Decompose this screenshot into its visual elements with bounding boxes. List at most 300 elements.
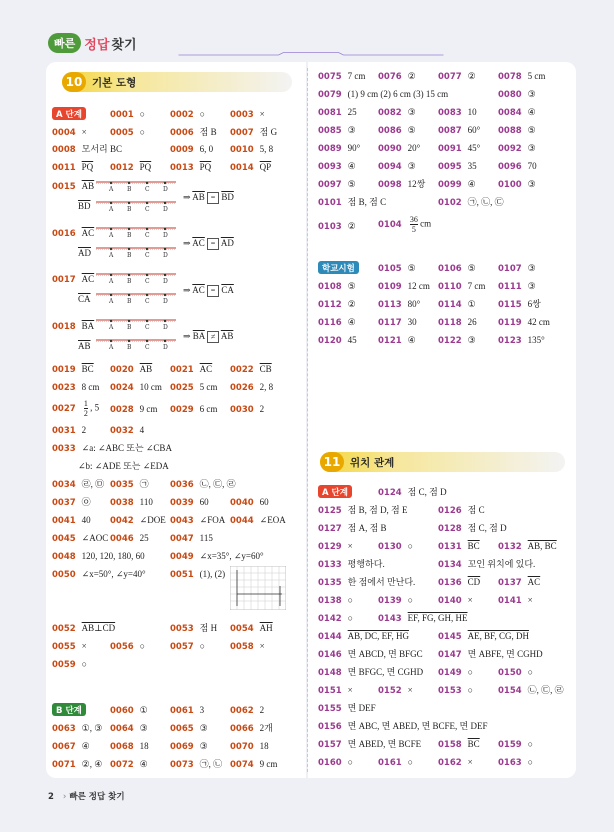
answer-number: 0063 bbox=[52, 724, 76, 734]
answer-number: 0091 bbox=[438, 144, 462, 154]
answer-text: $\overline{AB}$ bbox=[139, 364, 153, 374]
point-label: A bbox=[109, 206, 114, 213]
answer-0053 bbox=[170, 622, 217, 635]
answer-0144 bbox=[318, 630, 409, 643]
point-label: D bbox=[163, 206, 168, 213]
answer-number: 0072 bbox=[110, 760, 134, 770]
answer-number: 0082 bbox=[378, 108, 402, 118]
answer-0117 bbox=[378, 316, 417, 329]
answer-0142 bbox=[318, 612, 353, 625]
answer-0043 bbox=[170, 514, 225, 527]
answer-0127 bbox=[318, 522, 387, 535]
answer-0021 bbox=[170, 363, 212, 376]
answer-text: × bbox=[347, 685, 353, 695]
answer-0060 bbox=[110, 704, 148, 717]
point-label: B bbox=[127, 298, 132, 305]
answer-0162 bbox=[438, 756, 473, 769]
answer-text: ∠DOE bbox=[139, 515, 166, 525]
answer-number: 0123 bbox=[498, 336, 522, 346]
answer-0092 bbox=[498, 142, 536, 155]
answer-text: 6 cm bbox=[199, 404, 218, 414]
answer-text: 면 ABED, 면 BCFE bbox=[347, 739, 422, 749]
answer-0089 bbox=[318, 142, 360, 155]
answer-number: 0011 bbox=[52, 163, 76, 173]
answer-number: 0112 bbox=[318, 300, 342, 310]
result-0018: ⇒ $\overline{BA} \ne \overline{AB}$ bbox=[183, 331, 234, 341]
answer-number: 0031 bbox=[52, 426, 76, 436]
answer-number: 0158 bbox=[438, 740, 462, 750]
answer-0101 bbox=[318, 196, 386, 209]
answer-text: 점 B bbox=[199, 127, 217, 137]
answer-number: 0017 bbox=[52, 275, 76, 285]
answer-0009 bbox=[170, 143, 213, 156]
answer-number: 0026 bbox=[230, 383, 254, 393]
answer-0146 bbox=[318, 648, 423, 661]
denominator: 5 bbox=[411, 225, 416, 234]
answer-number: 0119 bbox=[498, 318, 522, 328]
answer-text: ⑤ bbox=[347, 179, 356, 189]
answer-0078 bbox=[498, 70, 545, 83]
answer-text: 110 bbox=[139, 497, 153, 507]
answer-text: ∠x=35°, ∠y=60° bbox=[199, 551, 264, 561]
answer-0047 bbox=[170, 532, 213, 545]
point-dot bbox=[128, 182, 130, 184]
answer-0020 bbox=[110, 363, 152, 376]
answer-0071 bbox=[52, 758, 102, 771]
answer-0111 bbox=[498, 280, 536, 293]
answer-number: 0161 bbox=[378, 758, 402, 768]
answer-text: ③ bbox=[527, 89, 536, 99]
point-label: B bbox=[127, 344, 132, 351]
answer-text: $\overline{AB}$ bbox=[81, 181, 95, 191]
answer-text: ⑤ bbox=[527, 125, 536, 135]
answer-text: ∠x=50°, ∠y=40° bbox=[81, 569, 146, 579]
answer-0007 bbox=[230, 126, 277, 139]
answer-0074 bbox=[230, 758, 277, 771]
answer-text: ○ bbox=[407, 541, 414, 551]
answer-text: $\overline{CD}$ bbox=[467, 577, 481, 587]
point-label: C bbox=[145, 298, 150, 305]
answer-text: 점 H bbox=[199, 623, 218, 633]
point-label: A bbox=[109, 298, 114, 305]
point-dot bbox=[164, 340, 166, 342]
answer-number: 0089 bbox=[318, 144, 342, 154]
answer-text: $\overline{AC}$ bbox=[81, 228, 95, 238]
answer-0128 bbox=[438, 522, 507, 535]
column-divider bbox=[307, 68, 308, 772]
answer-text: ② bbox=[347, 221, 356, 231]
result-left: $\overline{AC}$ bbox=[192, 238, 205, 248]
answer-0014 bbox=[230, 161, 271, 174]
answer-0090 bbox=[378, 142, 420, 155]
answer-text: $\overline{PQ}$ bbox=[139, 162, 152, 172]
answer-text: 7 cm bbox=[467, 281, 486, 291]
answer-number: 0104 bbox=[378, 219, 402, 230]
answer-number: 0005 bbox=[110, 128, 134, 138]
logo bbox=[48, 32, 137, 54]
answer-0122 bbox=[438, 334, 476, 347]
answer-0061 bbox=[170, 704, 204, 717]
answer-0106 bbox=[438, 262, 476, 275]
answer-text: 점 B, 점 D, 점 E bbox=[347, 505, 408, 515]
answer-0049 bbox=[170, 550, 264, 563]
answer-number: 0086 bbox=[378, 126, 402, 136]
answer-number: 0081 bbox=[318, 108, 342, 118]
answer-number: 0132 bbox=[498, 542, 522, 552]
answer-number: 0129 bbox=[318, 542, 342, 552]
point-label: D bbox=[163, 232, 168, 239]
point-dot bbox=[146, 248, 148, 250]
answer-0055 bbox=[52, 640, 87, 653]
answer-number: 0048 bbox=[52, 552, 76, 562]
answer-0003 bbox=[230, 108, 265, 121]
point-label: C bbox=[145, 278, 150, 285]
answer-0073 bbox=[170, 758, 222, 771]
answer-text: 점 A, 점 B bbox=[347, 523, 387, 533]
answer-number: 0137 bbox=[498, 578, 522, 588]
answer-0032 bbox=[110, 424, 144, 437]
answer-text: ∠b: ∠ADE 또는 ∠EDA bbox=[78, 461, 169, 471]
answer-number: 0066 bbox=[230, 724, 254, 734]
answer-number: 0073 bbox=[170, 760, 194, 770]
answer-text: 면 DEF bbox=[347, 703, 376, 713]
answer-0159 bbox=[498, 738, 533, 751]
answer-text: ④ bbox=[467, 179, 476, 189]
result-left: $\overline{BA}$ bbox=[192, 331, 205, 341]
result-right: $\overline{CA}$ bbox=[221, 285, 234, 295]
answer-number: 0095 bbox=[438, 162, 462, 172]
answer-0155 bbox=[318, 702, 376, 715]
result-0016: ⇒ $\overline{AC} = \overline{AD}$ bbox=[183, 238, 234, 248]
answer-number: 0105 bbox=[378, 264, 402, 274]
answer-number: 0060 bbox=[110, 706, 134, 716]
answer-0158 bbox=[438, 738, 480, 751]
answer-text: 면 ABCD, 면 BFGC bbox=[347, 649, 423, 659]
answer-0087 bbox=[438, 124, 480, 137]
answer-number: 0045 bbox=[52, 534, 76, 544]
answer-text: 2 bbox=[259, 705, 265, 715]
answer-number: 0083 bbox=[438, 108, 462, 118]
logo-part: 정답 bbox=[84, 37, 110, 53]
answer-0005 bbox=[110, 126, 145, 139]
answer-number: 0057 bbox=[170, 642, 194, 652]
answer-text: 10 bbox=[467, 107, 477, 117]
answer-number: 0071 bbox=[52, 760, 76, 770]
answer-text: ○ bbox=[347, 613, 354, 623]
point-label: D bbox=[163, 324, 168, 331]
point-label: A bbox=[109, 252, 114, 259]
answer-0097 bbox=[318, 178, 356, 191]
point-label: A bbox=[109, 344, 114, 351]
answer-number: 0127 bbox=[318, 524, 342, 534]
answer-number: 0029 bbox=[170, 405, 194, 415]
answer-number: 0023 bbox=[52, 383, 76, 393]
answer-0145 bbox=[438, 630, 529, 643]
point-label: B bbox=[127, 186, 132, 193]
point-dot bbox=[128, 274, 130, 276]
answer-0152 bbox=[378, 684, 413, 697]
answer-0006 bbox=[170, 126, 217, 139]
answer-number: 0150 bbox=[498, 668, 522, 678]
answer-0030 bbox=[230, 403, 264, 416]
answer-text: × bbox=[81, 641, 87, 651]
answer-0064 bbox=[110, 722, 148, 735]
answer-number: 0100 bbox=[498, 180, 522, 190]
result-0015: ⇒ $\overline{AB} = \overline{BD}$ bbox=[183, 192, 234, 202]
answer-number: 0007 bbox=[230, 128, 254, 138]
answer-number: 0036 bbox=[170, 480, 194, 490]
answer-0099 bbox=[438, 178, 476, 191]
answer-text: ㉡, ㉢, ㉣ bbox=[199, 479, 236, 489]
answer-text: × bbox=[81, 127, 87, 137]
answer-0154 bbox=[498, 684, 564, 697]
answer-0118 bbox=[438, 316, 477, 329]
answer-number: 0020 bbox=[110, 365, 134, 375]
answer-number: 0102 bbox=[438, 198, 462, 208]
answer-0044 bbox=[230, 514, 286, 527]
answer-number: 0043 bbox=[170, 516, 194, 526]
answer-text: AB, BC bbox=[527, 541, 557, 551]
answer-text: $\overline{QP}$ bbox=[259, 162, 272, 172]
answer-0067 bbox=[52, 740, 90, 753]
answer-0045 bbox=[52, 532, 108, 545]
answer-text: 점 C bbox=[467, 505, 485, 515]
answer-text: ④ bbox=[347, 317, 356, 327]
answer-text: $\overline{BC}$ bbox=[81, 364, 94, 374]
answer-text: ○ bbox=[407, 757, 414, 767]
answer-number: 0135 bbox=[318, 578, 342, 588]
answer-text: ④ bbox=[407, 335, 416, 345]
answer-0059 bbox=[52, 658, 87, 671]
answer-text: 5 cm bbox=[199, 382, 218, 392]
answer-number: 0024 bbox=[110, 383, 134, 393]
answer-0126 bbox=[438, 504, 485, 517]
answer-0036 bbox=[170, 478, 236, 491]
answer-number: 0064 bbox=[110, 724, 134, 734]
answer-number: 0010 bbox=[230, 145, 254, 155]
result-symbol: ≠ bbox=[207, 331, 219, 343]
answer-0083 bbox=[438, 106, 477, 119]
answer-0037 bbox=[52, 496, 91, 509]
answer-text: ③ bbox=[199, 723, 208, 733]
answer-0040 bbox=[230, 496, 269, 509]
answer-text: × bbox=[407, 685, 413, 695]
point-dot bbox=[128, 340, 130, 342]
point-dot bbox=[110, 320, 112, 322]
point-dot bbox=[110, 228, 112, 230]
answer-0157 bbox=[318, 738, 421, 751]
answer-text: (1) 9 cm (2) 6 cm (3) 15 cm bbox=[347, 89, 449, 99]
answer-0093 bbox=[318, 160, 356, 173]
point-label: C bbox=[145, 324, 150, 331]
answer-number: 0080 bbox=[498, 90, 522, 100]
answer-text: 7 cm bbox=[347, 71, 366, 81]
answer-text: ∠EOA bbox=[259, 515, 286, 525]
answer-number: 0052 bbox=[52, 624, 76, 634]
answer-0069 bbox=[170, 740, 208, 753]
answer-number: 0051 bbox=[170, 570, 194, 580]
answer-text: 18 bbox=[259, 741, 269, 751]
answer-number: 0085 bbox=[318, 126, 342, 136]
answer-text: 평행하다. bbox=[347, 559, 385, 569]
point-dot bbox=[110, 202, 112, 204]
answer-text: ① bbox=[139, 705, 148, 715]
answer-text: 25 bbox=[347, 107, 357, 117]
answer-0048 bbox=[52, 550, 145, 563]
point-dot bbox=[146, 274, 148, 276]
answer-text: ○ bbox=[81, 659, 88, 669]
point-label: D bbox=[163, 278, 168, 285]
answer-text: ○ bbox=[407, 595, 414, 605]
answer-text: 42 cm bbox=[527, 317, 550, 327]
answer-text: ∠AOC bbox=[81, 533, 109, 543]
point-dot bbox=[146, 320, 148, 322]
answer-0004 bbox=[52, 126, 87, 139]
answer-0088 bbox=[498, 124, 536, 137]
answer-text: (1), (2) bbox=[199, 569, 226, 579]
denominator: 2 bbox=[83, 409, 88, 418]
answer-number: 0116 bbox=[318, 318, 342, 328]
answer-text: 2 bbox=[81, 425, 87, 435]
point-dot bbox=[146, 294, 148, 296]
answer-number: 0062 bbox=[230, 706, 254, 716]
answer-number: 0153 bbox=[438, 686, 462, 696]
logo-part: 찾기 bbox=[111, 37, 137, 53]
answer-0112 bbox=[318, 298, 356, 311]
answer-number: 0070 bbox=[230, 742, 254, 752]
answer-number: 0079 bbox=[318, 90, 342, 100]
point-dot bbox=[128, 248, 130, 250]
answer-text: 10 cm bbox=[139, 382, 162, 392]
point-dot bbox=[110, 294, 112, 296]
answer-text: ③ bbox=[199, 741, 208, 751]
answer-text: ④ bbox=[347, 161, 356, 171]
answer-number: 0107 bbox=[498, 264, 522, 274]
answer-0076 bbox=[378, 70, 416, 83]
answer-number: 0149 bbox=[438, 668, 462, 678]
numerator: 36 bbox=[409, 215, 418, 224]
answer-text: $\overline{AC}$ bbox=[81, 274, 95, 284]
point-label: C bbox=[145, 252, 150, 259]
answer-number: 0030 bbox=[230, 405, 254, 415]
answer-0147 bbox=[438, 648, 543, 661]
answer-number: 0084 bbox=[498, 108, 522, 118]
point-dot bbox=[110, 340, 112, 342]
page-number: 2 bbox=[48, 792, 54, 802]
answer-0066 bbox=[230, 722, 273, 735]
answer-number: 0012 bbox=[110, 163, 134, 173]
answer-text: ② bbox=[467, 71, 476, 81]
answer-text: 면 BFGC, 면 CGHD bbox=[347, 667, 424, 677]
answer-0153 bbox=[438, 684, 473, 697]
point-dot bbox=[146, 228, 148, 230]
answer-0148 bbox=[318, 666, 423, 679]
answer-number: 0003 bbox=[230, 110, 254, 120]
answer-text: 30 bbox=[407, 317, 417, 327]
answer-text: 5, 8 bbox=[259, 144, 274, 154]
result-right: $\overline{BD}$ bbox=[221, 192, 234, 202]
answer-number: 0025 bbox=[170, 383, 194, 393]
answer-text: 35 bbox=[467, 161, 477, 171]
logo-part: 빠른 bbox=[48, 33, 81, 53]
answer-0091 bbox=[438, 142, 480, 155]
answer-number: 0103 bbox=[318, 222, 342, 232]
answer-number: 0110 bbox=[438, 282, 462, 292]
answer-number: 0108 bbox=[318, 282, 342, 292]
answer-number: 0133 bbox=[318, 560, 342, 570]
section-number: 10 bbox=[62, 72, 86, 92]
answer-text: ㉧ bbox=[81, 497, 91, 507]
answer-0161 bbox=[378, 756, 413, 769]
answer-number: 0058 bbox=[230, 642, 254, 652]
point-dot bbox=[164, 294, 166, 296]
answer-number: 0069 bbox=[170, 742, 194, 752]
answer-number: 0075 bbox=[318, 72, 342, 82]
answer-text: ③ bbox=[407, 107, 416, 117]
point-dot bbox=[164, 228, 166, 230]
answer-number: 0136 bbox=[438, 578, 462, 588]
point-dot bbox=[164, 182, 166, 184]
answer-number: 0117 bbox=[378, 318, 402, 328]
fraction bbox=[410, 215, 418, 234]
answer-0034 bbox=[52, 478, 104, 491]
answer-number: 0077 bbox=[438, 72, 462, 82]
answer-0024 bbox=[110, 381, 162, 394]
answer-number: 0056 bbox=[110, 642, 134, 652]
header bbox=[0, 0, 614, 58]
answer-text: ④ bbox=[139, 759, 148, 769]
answer-text: × bbox=[259, 109, 265, 119]
answer-0028 bbox=[110, 403, 157, 416]
answer-number: 0074 bbox=[230, 760, 254, 770]
answer-0113 bbox=[378, 298, 420, 311]
answer-0077 bbox=[438, 70, 476, 83]
answer-0019 bbox=[52, 363, 94, 376]
answer-text: ㉣, ㉤ bbox=[81, 479, 105, 489]
answer-number: 0106 bbox=[438, 264, 462, 274]
answer-number: 0033 bbox=[52, 444, 76, 454]
section-title: 위치 관계 bbox=[350, 456, 395, 469]
answer-0107 bbox=[498, 262, 536, 275]
answer-number: 0093 bbox=[318, 162, 342, 172]
answer-0094 bbox=[378, 160, 416, 173]
answer-text: ④ bbox=[527, 107, 536, 117]
answer-text: 18 bbox=[139, 741, 149, 751]
point-dot bbox=[146, 202, 148, 204]
result-0017: ⇒ $\overline{AC} = \overline{CA}$ bbox=[183, 285, 234, 295]
answer-text: 135° bbox=[527, 335, 545, 345]
point-dot bbox=[128, 294, 130, 296]
answer-text: AB⊥CD bbox=[81, 623, 116, 633]
answer-text: 5 cm bbox=[527, 71, 546, 81]
answer-text: 90° bbox=[347, 143, 361, 153]
point-label: C bbox=[145, 344, 150, 351]
answer-0011 bbox=[52, 161, 93, 174]
answer-0163 bbox=[498, 756, 533, 769]
point-label: C bbox=[145, 232, 150, 239]
answer-number: 0092 bbox=[498, 144, 522, 154]
answer-number: 0009 bbox=[170, 145, 194, 155]
answer-0056 bbox=[110, 640, 145, 653]
answer-text: 3 bbox=[199, 705, 205, 715]
answer-number: 0126 bbox=[438, 506, 462, 516]
answer-text: $\overline{CB}$ bbox=[259, 364, 272, 374]
point-label: D bbox=[163, 252, 168, 259]
answer-number: 0121 bbox=[378, 336, 402, 346]
answer-0042 bbox=[110, 514, 166, 527]
answer-number: 0114 bbox=[438, 300, 462, 310]
answer-number: 0061 bbox=[170, 706, 194, 716]
